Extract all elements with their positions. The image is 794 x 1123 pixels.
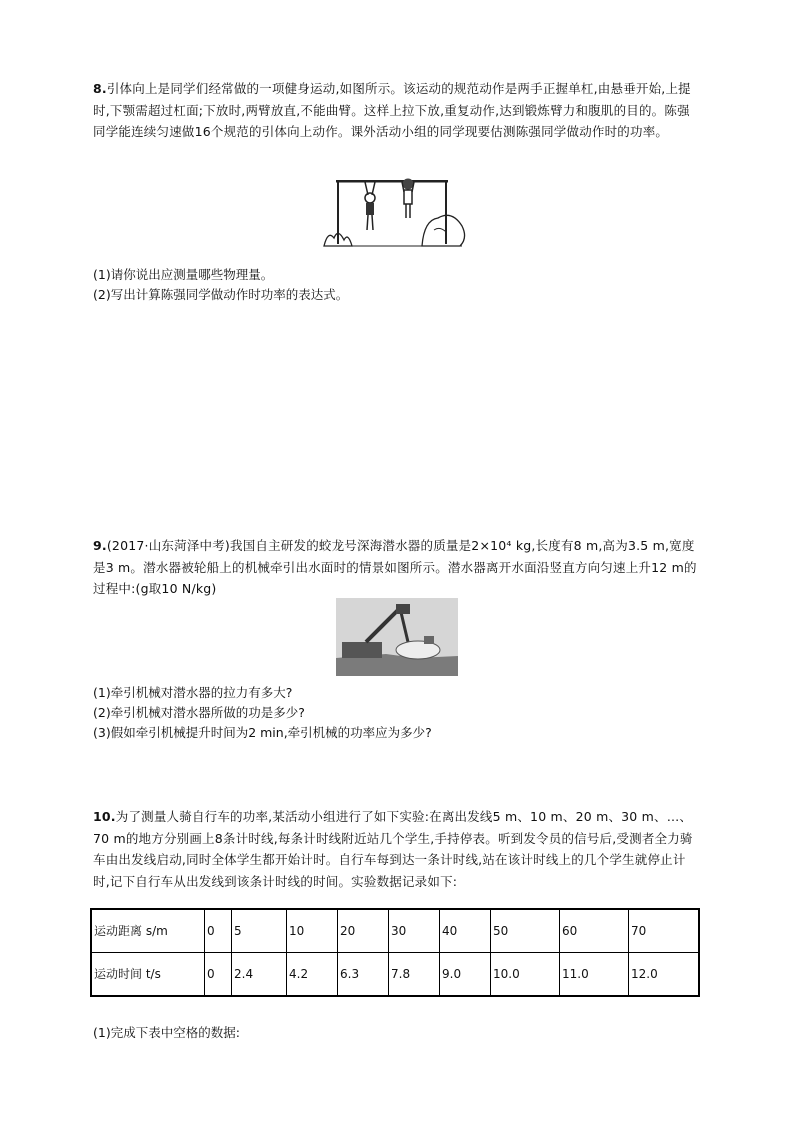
q10-sub1: (1)完成下表中空格的数据: [93,1025,240,1040]
q9-sub1: (1)牵引机械对潜水器的拉力有多大? [93,685,293,700]
table-cell: 70 [629,909,700,953]
table-cell: 2.4 [232,953,287,997]
table-cell: 9.0 [440,953,491,997]
q10-number: 10. [93,809,116,824]
table-cell: 5 [232,909,287,953]
table-row [91,953,699,997]
table-cell: 6.3 [338,953,389,997]
table-cell: 0 [205,953,232,997]
table-cell: 12.0 [629,953,700,997]
table-cell: 0 [205,909,232,953]
table-cell: 50 [491,909,560,953]
q9-sub2: (2)牵引机械对潜水器所做的功是多少? [93,705,305,720]
q8-text: 引体向上是同学们经常做的一项健身运动,如图所示。该运动的规范动作是两手正握单杠,由悬垂开始,上提时,下颚需超过杠面;下放时,两臂放直,不能曲臂。这样上拉下放,重复动作,达到锻炼臂力和腹肌的目的。陈强同学能连续匀速做16个规范的引体向上动作。课外活动小组的同学现要估测陈强同学做动作时的功率。 [93,81,691,139]
experiment-data-table [90,908,700,997]
row-header-distance: 运动距离 s/m [91,909,205,953]
q8-number: 8. [93,81,107,96]
q8-sub2: (2)写出计算陈强同学做动作时功率的表达式。 [93,287,349,302]
table-cell: 11.0 [560,953,629,997]
q8-paragraph [93,78,701,143]
q9-sub3: (3)假如牵引机械提升时间为2 min,牵引机械的功率应为多少? [93,725,432,740]
submersible-photo [336,598,458,676]
q8-sub1: (1)请你说出应测量哪些物理量。 [93,267,274,282]
pull-up-illustration [322,170,468,250]
q9-text: (2017·山东菏泽中考)我国自主研发的蛟龙号深海潜水器的质量是2×10⁴ kg,长度有8 m,高为3.5 m,宽度是3 m。潜水器被轮船上的机械牵引出水面时的情景如图所示。潜水器离开水面沿竖直方向匀速上升12 m的过程中:(g取10 N/kg) [93,538,697,596]
q10-text: 为了测量人骑自行车的功率,某活动小组进行了如下实验:在离出发线5 m、10 m、20 m、30 m、…、70 m的地方分别画上8条计时线,每条计时线附近站几个学生,手持停表。听到发令员的信号后,受测者全力骑车由出发线启动,同时全体学生都开始计时。自行车每到达一条计时线,站在该计时线上的几个学生就停止计时,记下自行车从出发线到该条计时线的时间。实验数据记录如下: [93,809,693,889]
table-cell: 4.2 [287,953,338,997]
q9-number: 9. [93,538,107,553]
table-cell: 20 [338,909,389,953]
table-cell: 30 [389,909,440,953]
row-header-time: 运动时间 t/s [91,953,205,997]
q9-paragraph [93,535,701,600]
table-cell: 7.8 [389,953,440,997]
table-cell: 60 [560,909,629,953]
table-cell: 10 [287,909,338,953]
table-row [91,909,699,953]
q10-paragraph [93,806,701,892]
table-cell: 10.0 [491,953,560,997]
table-cell: 40 [440,909,491,953]
